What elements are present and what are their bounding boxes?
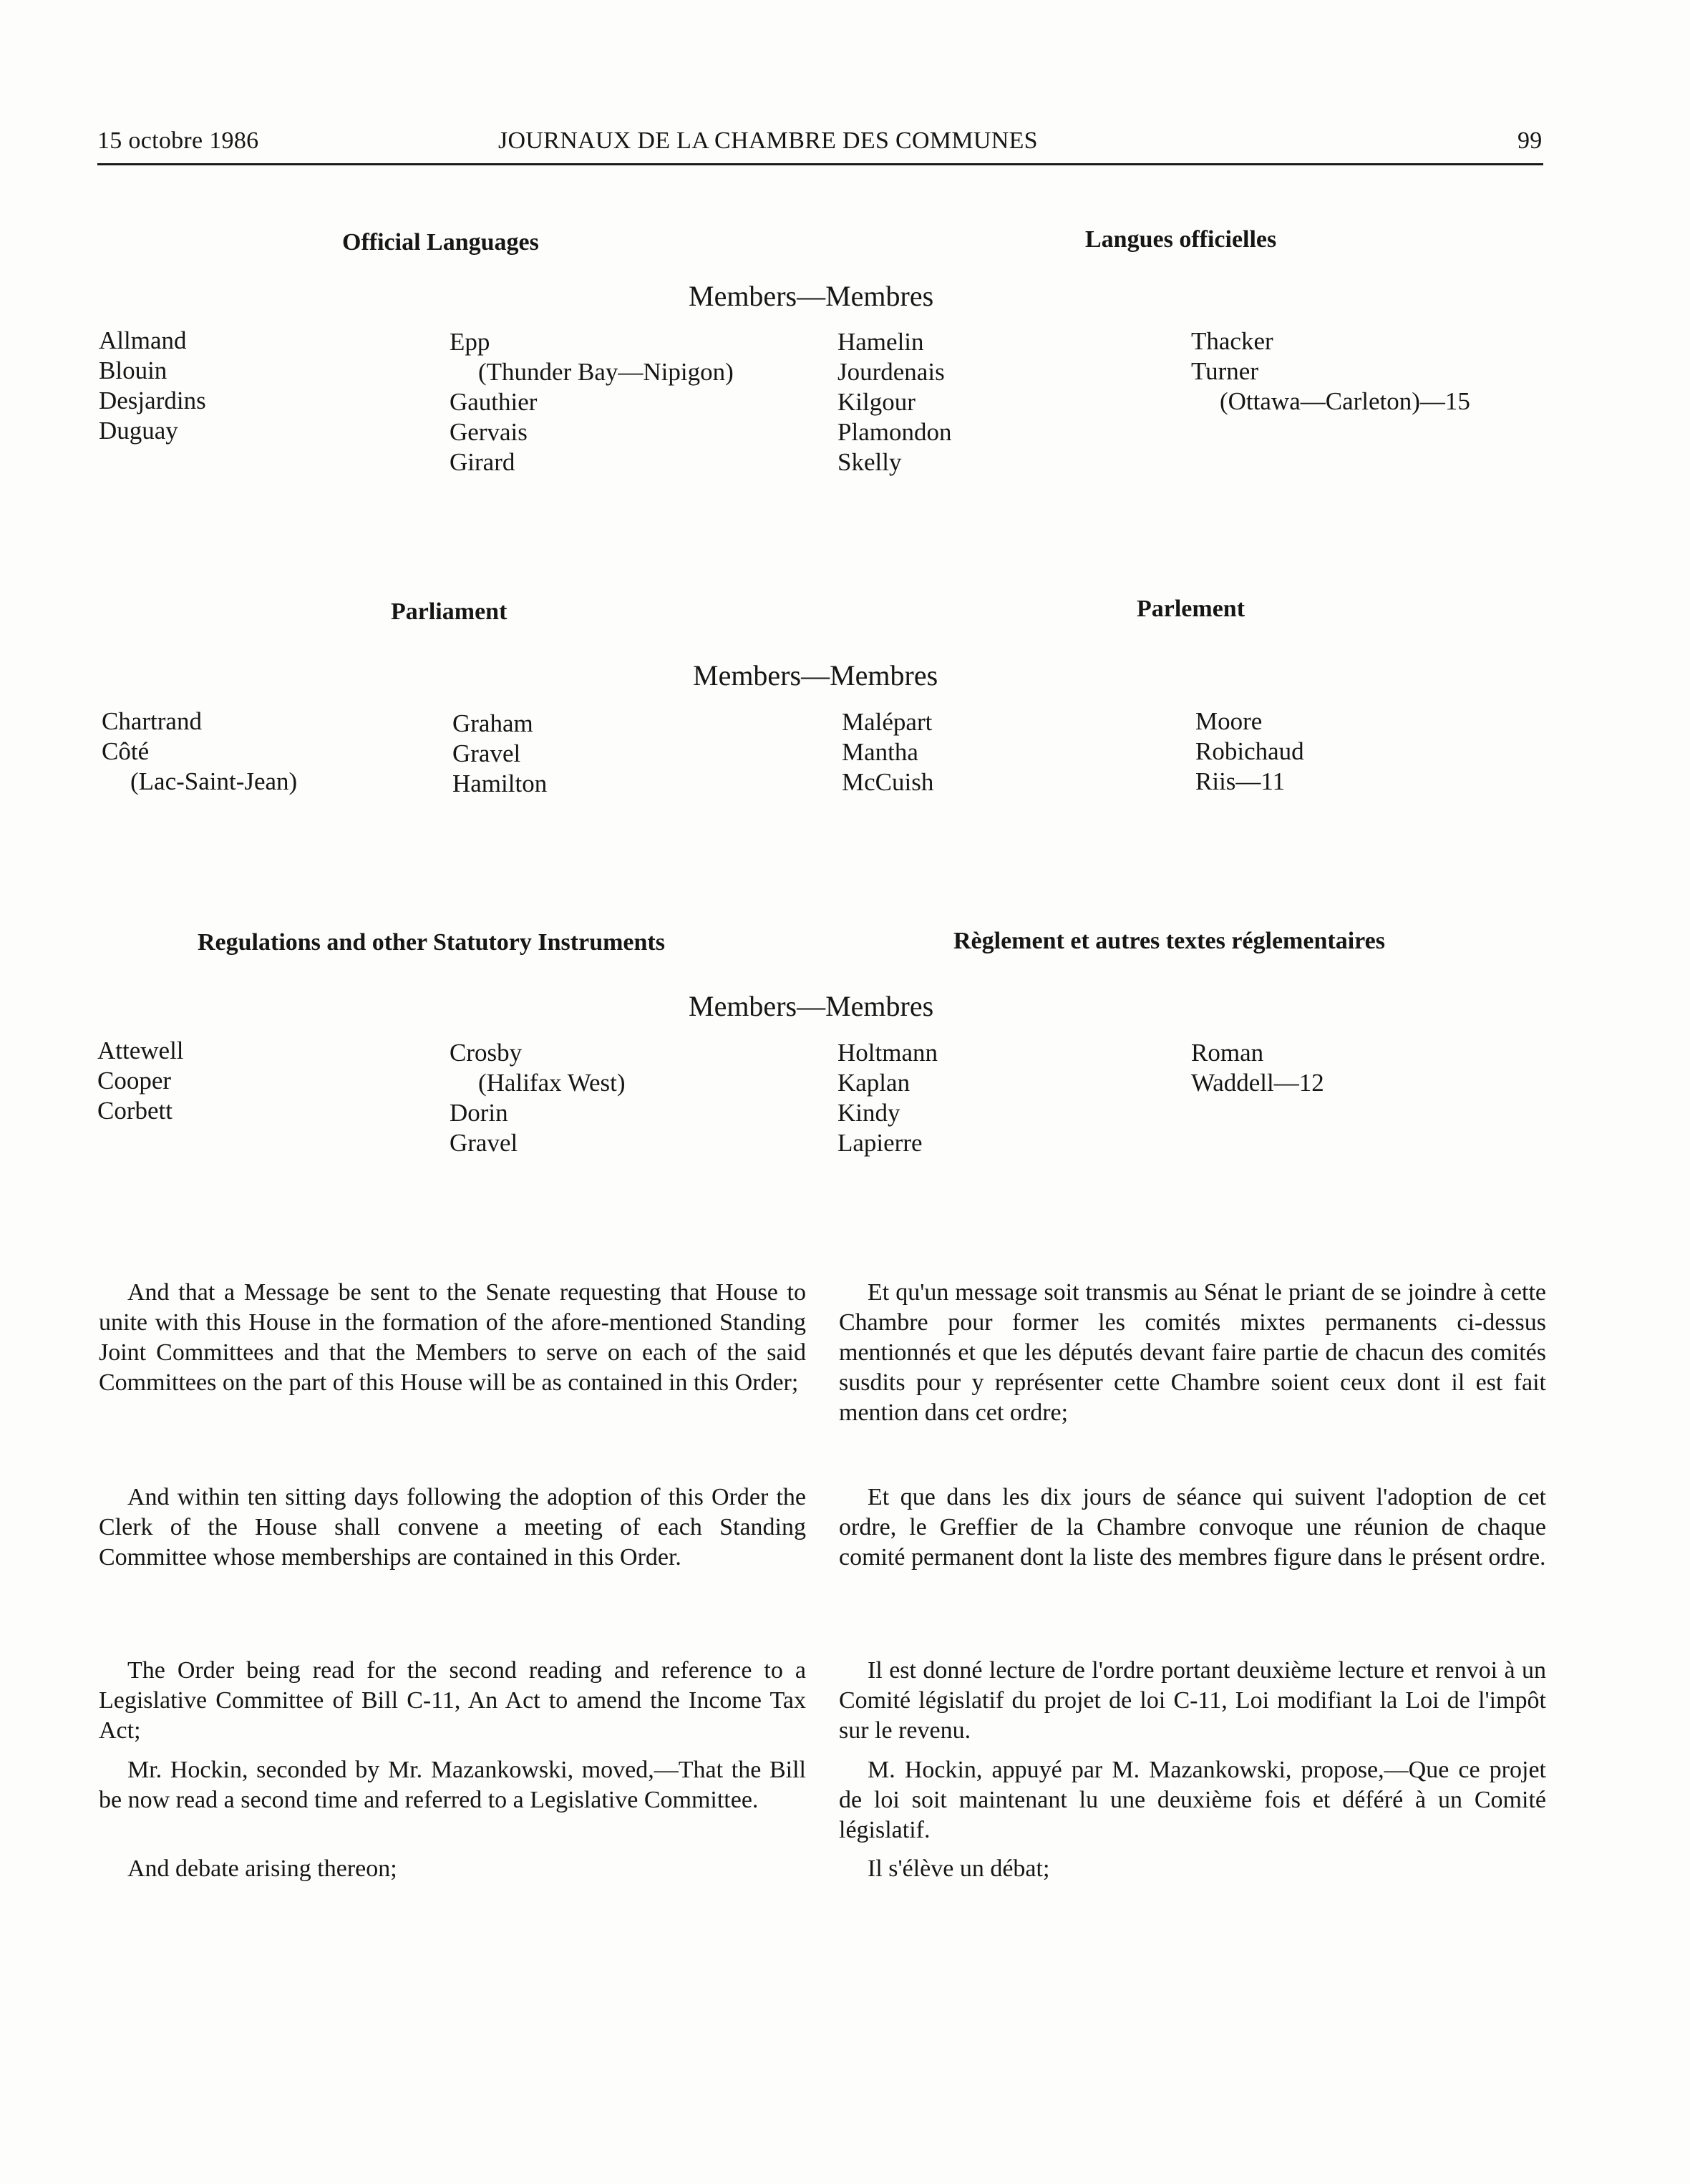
- member-column-3: [842, 707, 933, 797]
- member-name: Holtmann: [837, 1039, 938, 1067]
- member-name: Graham: [452, 709, 533, 737]
- member-name: Corbett: [97, 1097, 173, 1125]
- committee-title-fr: Règlement et autres textes réglementaires: [953, 928, 1385, 954]
- member-name: Malépart: [842, 708, 933, 736]
- member-name: Duguay: [99, 417, 178, 445]
- member-column-4: [1195, 707, 1304, 797]
- member-name: Turner: [1191, 357, 1258, 385]
- member-name: Gravel: [452, 739, 521, 767]
- members-label: Members—Membres: [689, 280, 934, 312]
- paragraph-en-3: The Order being read for the second reading and reference to a Legislative Committee of Bill C-11, An Act to amend the Income Tax Act;: [99, 1657, 806, 1744]
- member-name: Riis—11: [1195, 767, 1286, 795]
- member-riding: (Ottawa—Carleton)—15: [1220, 387, 1470, 415]
- member-name: Chartrand: [102, 707, 202, 735]
- member-name: Robichaud: [1195, 737, 1304, 765]
- member-name: Gravel: [450, 1129, 518, 1157]
- paragraph-en-1: And that a Message be sent to the Senate requesting that House to unite with this House in the formation of the afore-mentioned Standing Joint Committees and that the Members to serve on each of the said Committees on the part of this House will be as contained in this Order;: [99, 1279, 806, 1396]
- member-name: McCuish: [842, 768, 934, 796]
- paragraph-fr-1: Et qu'un message soit transmis au Sénat le priant de se joindre à cette Chambre pour former les comités mixtes permanents ci-dessus mentionnés et que les députés devant faire partie de chacun des comités susdits pour y représenter cette Chambre soient ceux dont il est fait mention dans cet ordre;: [839, 1279, 1546, 1426]
- member-name: Attewell: [97, 1037, 184, 1064]
- paragraph-fr-5: Il s'élève un débat;: [868, 1855, 1050, 1882]
- member-name: Gauthier: [450, 388, 538, 416]
- member-name: Gervais: [450, 418, 528, 446]
- journal-title: JOURNAUX DE LA CHAMBRE DES COMMUNES: [498, 127, 1038, 154]
- member-name: Cooper: [97, 1067, 172, 1095]
- member-name: Mantha: [842, 738, 918, 766]
- member-name: Allmand: [99, 326, 187, 354]
- member-name: Moore: [1195, 707, 1263, 735]
- member-name: Skelly: [837, 448, 902, 476]
- member-column-3: [837, 327, 951, 477]
- paragraph-en-2: And within ten sitting days following the adoption of this Order the Clerk of the House shall convene a meeting of each Standing Committee whose memberships are contained in this Order.: [99, 1484, 806, 1571]
- member-name: Kaplan: [837, 1069, 910, 1097]
- member-name: Epp: [450, 328, 490, 356]
- member-name: Lapierre: [837, 1129, 923, 1157]
- paragraph-fr-4: M. Hockin, appuyé par M. Mazankowski, propose,—Que ce projet de loi soit maintenant lu une deuxième fois et déféré à un Comité législatif.: [839, 1757, 1546, 1843]
- member-name: Hamelin: [837, 328, 924, 356]
- member-name: Côté: [102, 737, 150, 765]
- member-name: Thacker: [1191, 327, 1273, 355]
- page-number: 99: [1517, 127, 1543, 154]
- member-name: Dorin: [450, 1099, 508, 1127]
- header-date: 15 octobre 1986: [97, 127, 259, 154]
- member-column-2: [450, 1038, 626, 1158]
- members-label: Members—Membres: [693, 659, 938, 691]
- members-label: Members—Membres: [689, 990, 934, 1022]
- member-column-4: [1191, 1038, 1324, 1098]
- member-name: Kilgour: [837, 388, 916, 416]
- member-column-3: [837, 1038, 938, 1158]
- member-column-2: [452, 709, 547, 799]
- paragraph-en-4: Mr. Hockin, seconded by Mr. Mazankowski, moved,—That the Bill be now read a second time and referred to a Legislative Committee.: [99, 1757, 806, 1813]
- member-riding: (Halifax West): [478, 1069, 626, 1097]
- committee-title-fr: Parlement: [1137, 596, 1245, 622]
- member-name: Jourdenais: [837, 358, 945, 386]
- member-name: Desjardins: [99, 387, 206, 414]
- member-name: Kindy: [837, 1099, 900, 1127]
- committee-title-en: Parliament: [391, 598, 508, 625]
- committee-title-en: Official Languages: [342, 229, 539, 256]
- committee-title-fr: Langues officielles: [1085, 226, 1277, 253]
- committee-title-en: Regulations and other Statutory Instruments: [198, 929, 665, 956]
- member-name: Girard: [450, 448, 515, 476]
- member-name: Hamilton: [452, 770, 548, 797]
- member-name: Roman: [1191, 1039, 1264, 1067]
- member-name: Plamondon: [837, 418, 952, 446]
- member-column-1: [102, 707, 297, 797]
- paragraph-fr-3: Il est donné lecture de l'ordre portant deuxième lecture et renvoi à un Comité législatif du projet de loi C-11, Loi modifiant la Loi de l'impôt sur le revenu.: [839, 1657, 1546, 1744]
- member-name: Crosby: [450, 1039, 523, 1067]
- paragraph-en-5: And debate arising thereon;: [127, 1855, 397, 1882]
- paragraph-fr-2: Et que dans les dix jours de séance qui suivent l'adoption de cet ordre, le Greffier de la Chambre convoque une réunion de chaque comité permanent dont la liste des membres figure dans le présent ordre.: [839, 1484, 1546, 1571]
- member-name: Blouin: [99, 356, 167, 384]
- member-riding: (Thunder Bay—Nipigon): [478, 358, 734, 386]
- member-column-1: [97, 1036, 184, 1126]
- member-riding: (Lac-Saint-Jean): [130, 767, 298, 795]
- header-rule: [97, 163, 1543, 165]
- member-column-2: [450, 327, 734, 477]
- member-column-1: [99, 326, 206, 446]
- member-column-4: [1191, 326, 1470, 417]
- member-name: Waddell—12: [1191, 1069, 1324, 1097]
